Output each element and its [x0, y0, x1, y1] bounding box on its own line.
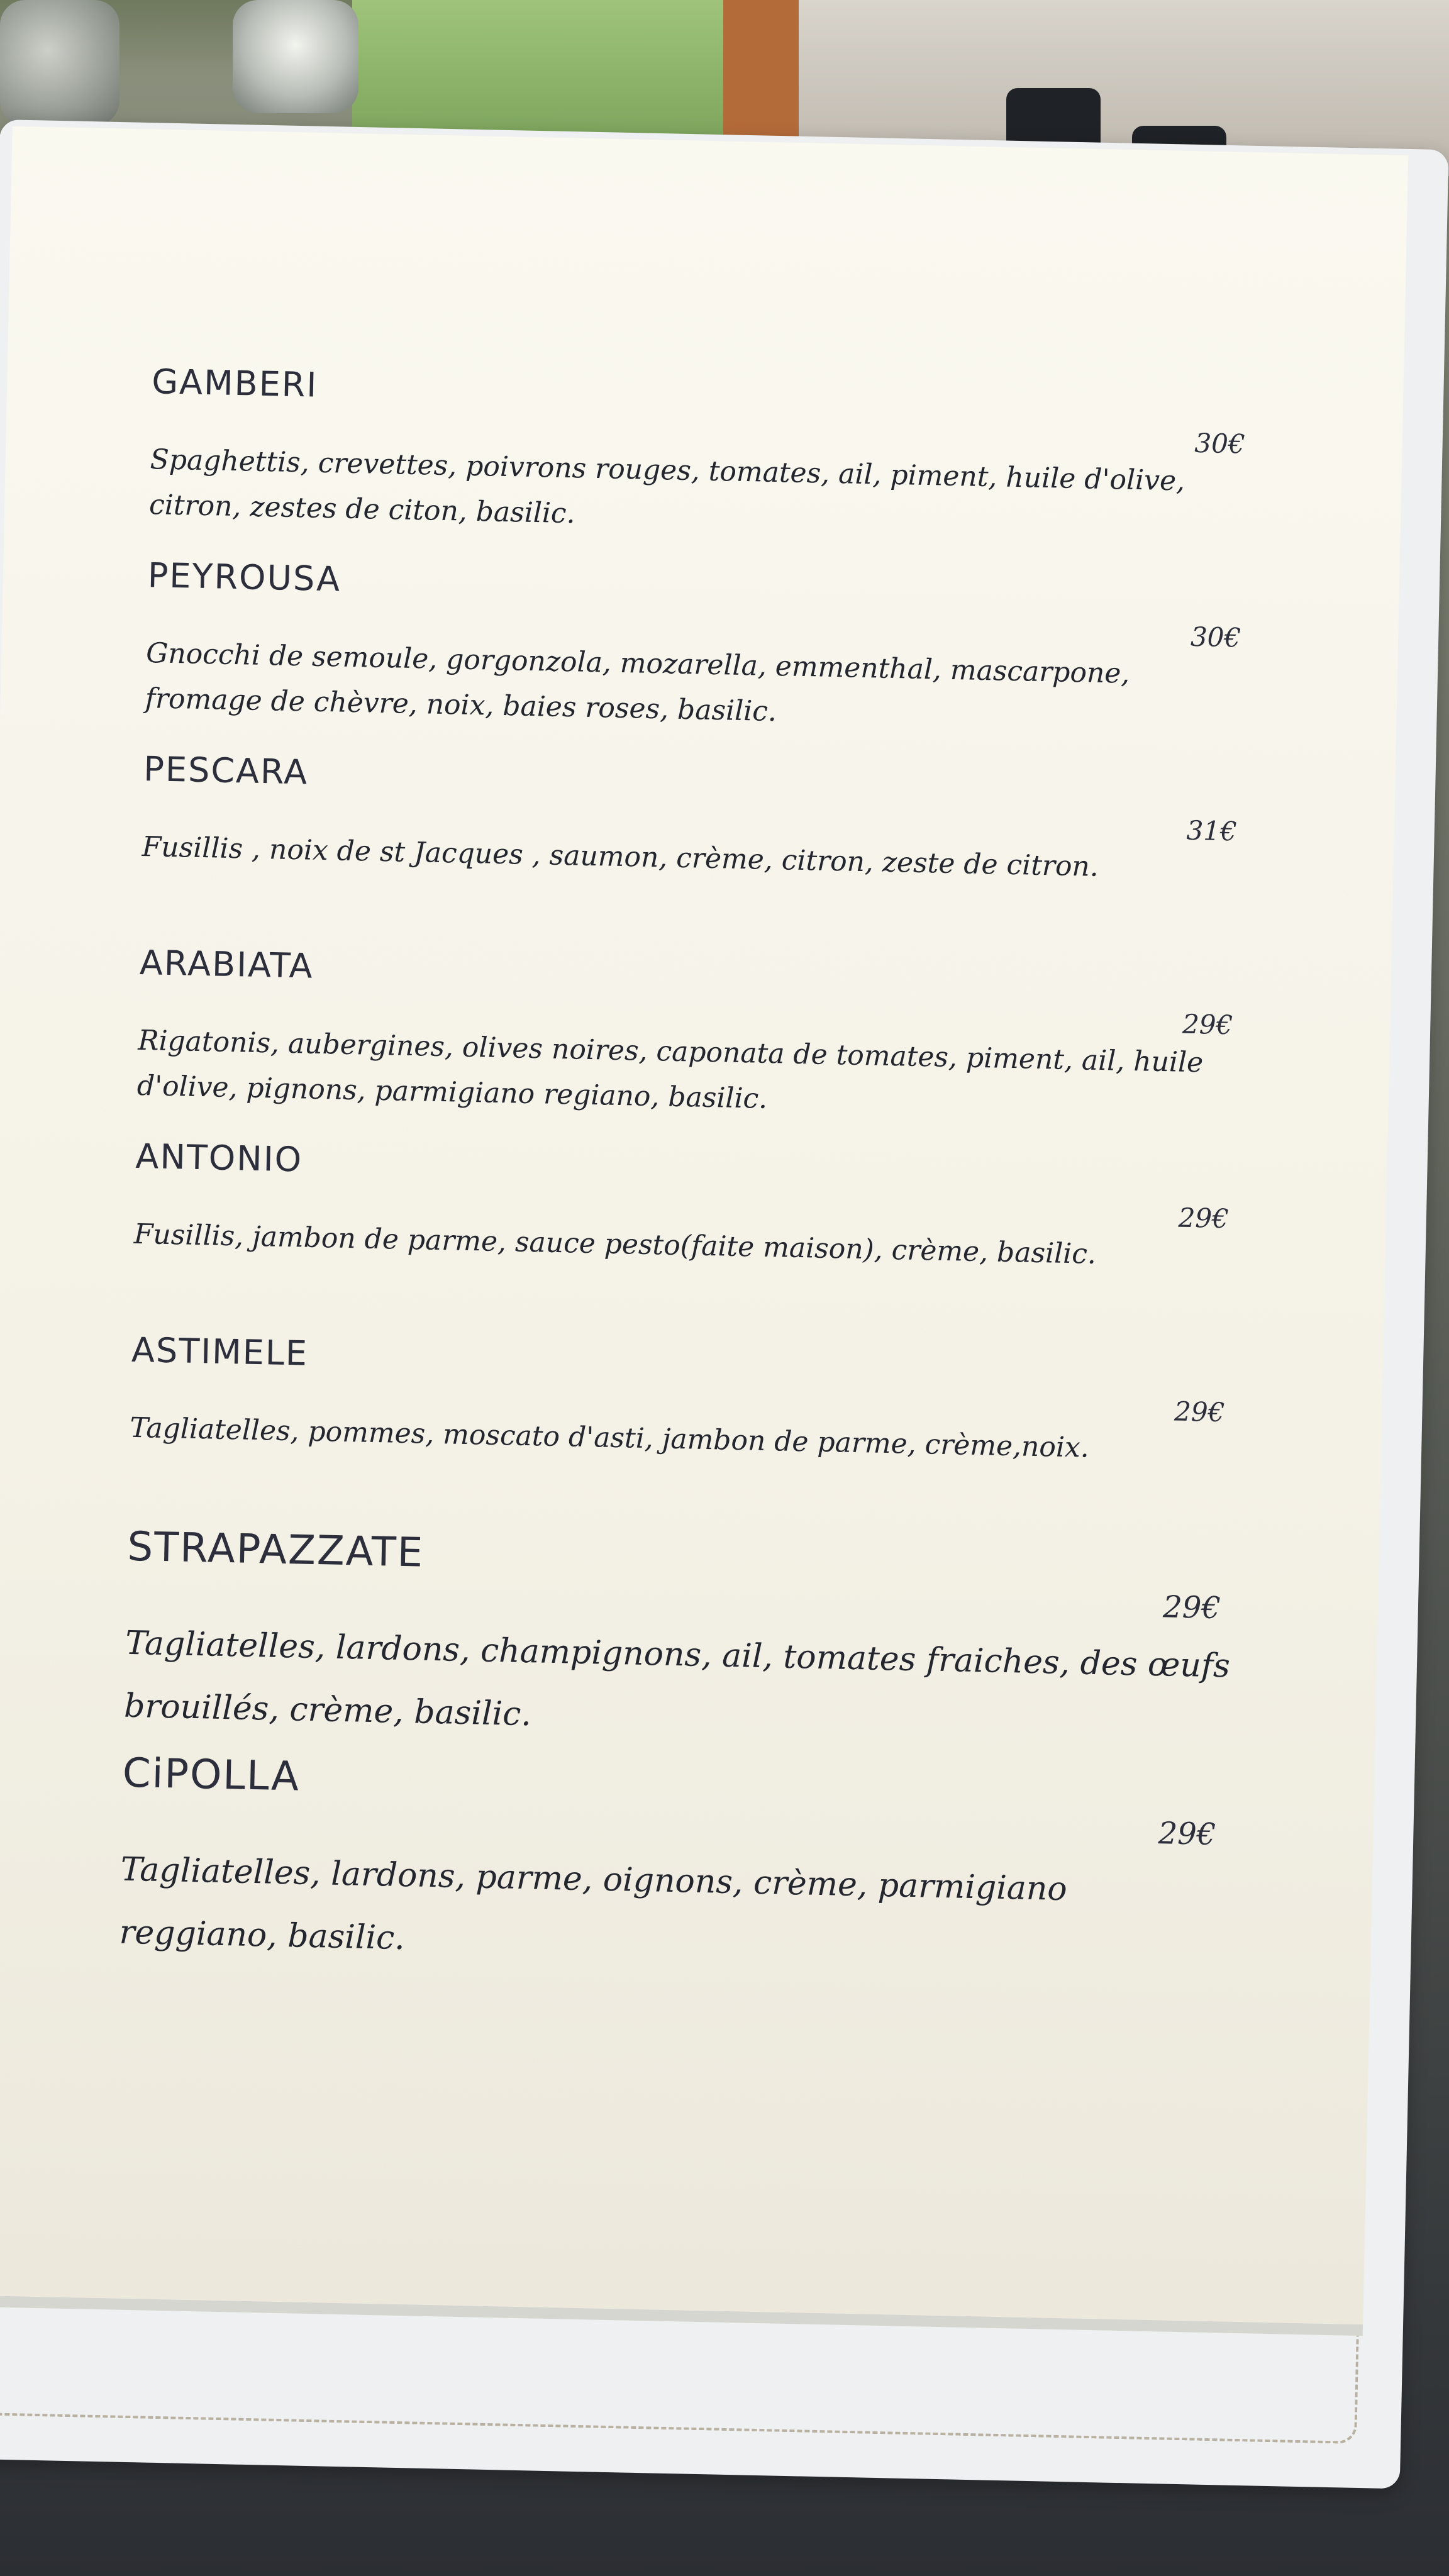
dish-price: 29€ — [1158, 1816, 1216, 1853]
dish-name: PESCARA — [143, 749, 309, 792]
dish-description: Rigatonis, aubergines, olives noires, caponata de tomates, piment, ail, huile d'olive, pignons, parmigiano regiano, basilic. — [136, 1024, 1204, 1115]
dish-name: GAMBERI — [151, 362, 318, 405]
dish-description: Fusillis , noix de st Jacques , saumon, crème, citron, zeste de citron. — [142, 830, 1099, 883]
dish-price: 29€ — [1162, 1589, 1221, 1626]
dish-price: 29€ — [1174, 1396, 1225, 1428]
menu-item — [148, 362, 1347, 580]
dish-description: Fusillis, jambon de parme, sauce pesto(faite maison), crème, basilic. — [133, 1218, 1097, 1270]
menu-item — [123, 1524, 1323, 1775]
dish-name: PEYROUSA — [147, 555, 341, 599]
dish-description: Tagliatelles, lardons, parme, oignons, crème, parmigiano reggiano, basilic. — [119, 1850, 1068, 1958]
dish-name: CiPOLLA — [122, 1750, 301, 1801]
menu-item — [132, 1136, 1331, 1355]
dish-description: Gnocchi de semoule, gorgonzola, mozarella, emmenthal, mascarpone, fromage de chèvre, noix, baies roses, basilic. — [145, 637, 1130, 728]
dish-price: 30€ — [1194, 427, 1246, 460]
dish-price: 31€ — [1186, 814, 1238, 847]
menu-page — [0, 126, 1408, 2336]
menu-item — [118, 1750, 1318, 2002]
dish-name: ANTONIO — [135, 1136, 303, 1180]
dish-description: Tagliatelles, pommes, moscato d'asti, jambon de parme, crème,noix. — [129, 1411, 1090, 1464]
menu-folder — [0, 119, 1448, 2489]
dish-price: 30€ — [1190, 621, 1241, 653]
menu-item — [140, 749, 1339, 968]
dish-price: 29€ — [1182, 1008, 1233, 1041]
background-glass-bottle — [233, 0, 358, 113]
menu-list — [118, 362, 1346, 2001]
menu-item — [144, 555, 1343, 774]
dish-description: Tagliatelles, lardons, champignons, ail, tomates fraiches, des œufs brouillés, crème, basilic. — [123, 1624, 1231, 1734]
background-green-object — [352, 0, 767, 138]
background-glass — [0, 0, 119, 126]
menu-item — [128, 1330, 1326, 1549]
menu-item — [136, 943, 1335, 1162]
dish-name: ARABIATA — [139, 942, 314, 986]
dish-name: STRAPAZZATE — [126, 1523, 425, 1577]
dish-name: ASTIMELE — [131, 1330, 309, 1374]
dish-price: 29€ — [1178, 1202, 1230, 1235]
dish-description: Spaghettis, crevettes, poivrons rouges, tomates, ail, piment, huile d'olive, citron, zestes de citon, basilic. — [148, 443, 1185, 530]
